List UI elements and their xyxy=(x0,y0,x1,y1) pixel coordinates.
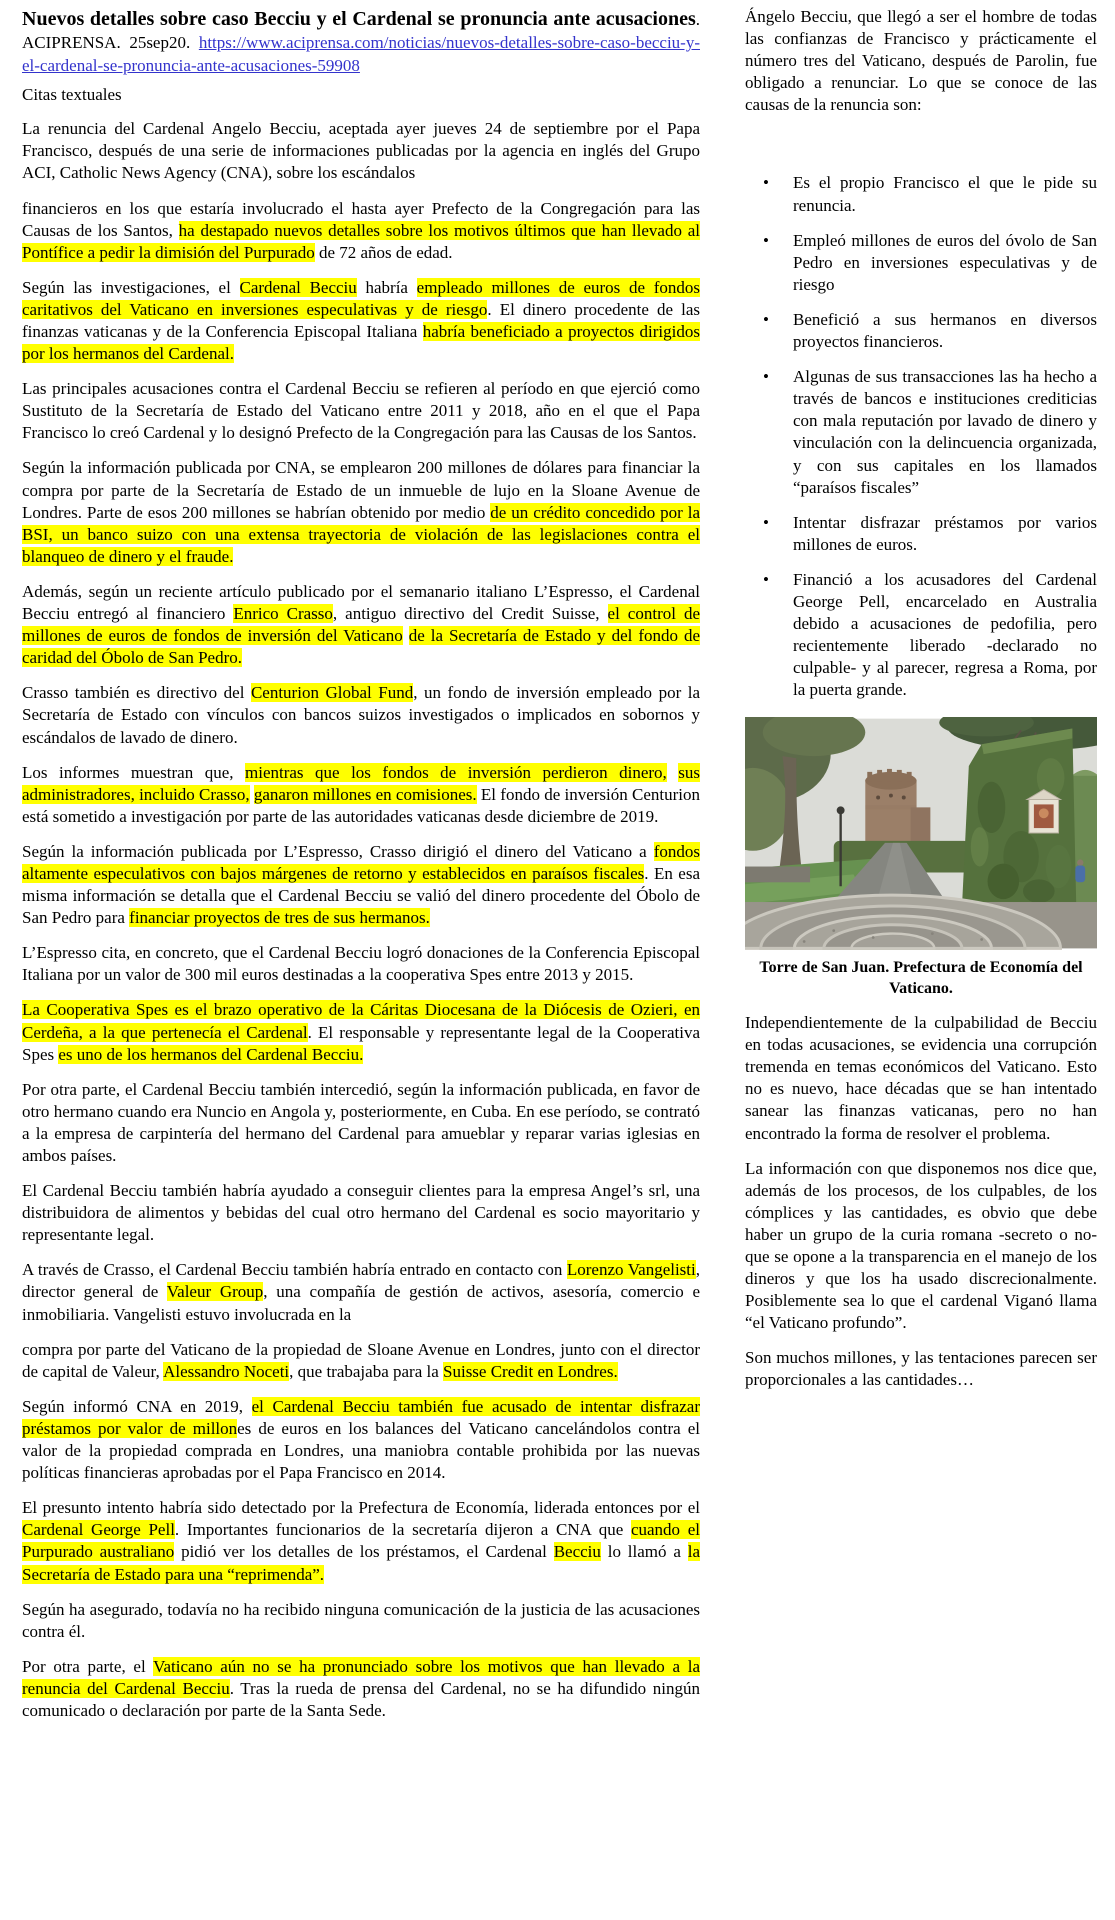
paragraph xyxy=(22,1259,700,1325)
paragraph xyxy=(22,457,700,567)
text-run: L’Espresso cita, en concreto, que el Cardenal Becciu logró donaciones de la Conferencia Episcopal Italiana por un valor de 300 mil euros destinadas a la cooperativa Spes entre 2013 y 2015. xyxy=(22,943,700,985)
highlighted-text: es uno de los hermanos del Cardenal Becciu. xyxy=(58,1044,364,1064)
paragraph xyxy=(22,1339,700,1383)
highlighted-text: de la Secretaría de Estado y del fondo de caridad del Óbolo de San Pedro. xyxy=(22,626,700,668)
text-run: . El dinero procedente de las finanzas vaticanas y de la Conferencia Episcopal Italiana xyxy=(22,299,700,342)
highlighted-text: mientras que los fondos de inversión perdieron dinero, xyxy=(245,762,667,782)
article-link[interactable]: https://www.aciprensa.com/noticias/nuevos-detalles-sobre-caso-becciu-y-el-cardenal-se-pronuncia-ante-acusaciones-59908 xyxy=(22,33,700,75)
text-run: La renuncia del Cardenal Angelo Becciu, aceptada ayer jueves 24 de septiembre por el Papa Francisco, después de una serie de informaciones publicadas por la agencia en inglés del Grupo ACI, Catholic News Agency (CNA), sobre los escándalos xyxy=(22,119,700,183)
text-run: . En esa misma información se detalla que el Cardenal Becciu se valió del dinero procedente del Óbolo de San Pedro para xyxy=(22,863,700,928)
text-run: Según las investigaciones, el xyxy=(22,277,240,297)
photo-figure xyxy=(745,717,1097,1000)
text-run: Según ha asegurado, todavía no ha recibido ninguna comunicación de la justicia de las acusaciones contra él. xyxy=(22,1599,700,1641)
paragraph xyxy=(22,118,700,184)
text-run: La información con que disponemos nos dice que, además de los procesos, de los culpables, de los cómplices y las cantidades, es obvio que debe haber un grupo de la curia romana -secreto o no- que se opone a la transparencia en el manejo de los dineros y que los ha usado discrecionalmente. Posiblemente sea lo que el cardenal Viganó llama “el Vaticano profundo”. xyxy=(745,1158,1097,1333)
highlighted-text: ha destapado nuevos detalles sobre los motivos últimos que han llevado al Pontífice a pedir la dimisión del Purpurado xyxy=(22,220,700,262)
paragraph xyxy=(22,1497,700,1585)
text-run: Según la información publicada por CNA, se emplearon 200 millones de dólares para financiar la compra por parte de la Secretaría de Estado de un inmueble de lujo en la Sloane Avenue de Londres. Parte de esos 200 millones se habrían obtenido por medio xyxy=(22,458,700,522)
paragraph xyxy=(22,581,700,669)
highlighted-text: Alessandro Noceti xyxy=(163,1361,290,1381)
paragraph xyxy=(745,1347,1097,1391)
text-run: , un fondo de inversión empleado por la Secretaría de Estado con vínculos con bancos suizos investigados o implicados en sobornos y escándalos de lavado de dinero. xyxy=(22,683,701,747)
highlighted-text: Cardenal George Pell xyxy=(22,1520,175,1540)
paragraph xyxy=(22,1079,700,1167)
paragraph xyxy=(22,999,700,1065)
text-run: Por otra parte, el Cardenal Becciu también intercedió, según la información publicada, en favor de otro hermano cuando era Nuncio en Angola y, posteriormente, en Cuba. En ese período, se contrató a la empresa de carpintería del hermano del Cardenal para amueblar y reparar varias iglesias en ambos países. xyxy=(22,1079,700,1166)
paragraph xyxy=(22,1599,700,1643)
highlighted-text: Cardenal Becciu xyxy=(239,277,357,297)
paragraph xyxy=(22,1656,700,1722)
bullet-item: • Intentar disfrazar préstamos por varios millones de euros. xyxy=(745,512,1097,556)
text-run: El Cardenal Becciu también habría ayudado a conseguir clientes para la empresa Angel’s srl, una distribuidora de alimentos y bebidas del cual otro hermano del Cardenal es socio mayoritario y representante legal. xyxy=(22,1181,700,1245)
text-run: . Tras la rueda de prensa del Cardenal, no se ha difundido ningún comunicado o declaración por parte de la Santa Sede. xyxy=(22,1678,700,1720)
text-run: Además, según un reciente artículo publicado por el semanario italiano L’Espresso, el Cardenal Becciu entregó al financiero xyxy=(22,581,700,624)
photo-caption: Torre de San Juan. Prefectura de Economía del Vaticano. xyxy=(759,959,1083,998)
text-run: , antiguo directivo del Credit Suisse, xyxy=(332,604,608,624)
article-title: Nuevos detalles sobre caso Becciu y el Cardenal se pronuncia ante acusaciones xyxy=(22,8,696,30)
paragraph xyxy=(22,942,700,986)
highlighted-text: ganaron millones en comisiones. xyxy=(253,784,477,804)
text-run: Independientemente de la culpabilidad de Becciu en todas acusaciones, se evidencia una corrupción tremenda en temas económicos del Vaticano. Esto no es nuevo, hace décadas que se han intentado sanear las finanzas vaticanas, pero no han encontrado la forma de resolver el problema. xyxy=(745,1013,1097,1143)
shrine-icon xyxy=(1027,790,1061,833)
right-column xyxy=(745,6,1097,1735)
text-run: , director general de xyxy=(22,1260,700,1302)
paragraph xyxy=(22,762,700,828)
highlighted-text: de un crédito concedido por la BSI, un banco suizo con una extensa trayectoria de violación de las legislaciones contra el blanqueo de dinero y el fraude. xyxy=(22,502,700,566)
text-run: , que trabajaba para la xyxy=(289,1361,444,1381)
bullet-item: • Benefició a sus hermanos en diversos proyectos financieros. xyxy=(745,309,1097,353)
bullet-item: • Empleó millones de euros del óvolo de San Pedro en inversiones especulativas y de riesgo xyxy=(745,230,1097,296)
text-run: de 72 años de edad. xyxy=(314,242,453,262)
highlighted-text: habría beneficiado a proyectos dirigidos por los hermanos del Cardenal. xyxy=(22,322,700,364)
article-source: . ACIPRENSA. 25sep20. xyxy=(22,10,700,53)
article-heading xyxy=(22,6,700,77)
summary-bullet-list xyxy=(745,172,1097,701)
highlighted-text: sus administradores, incluido Crasso, xyxy=(22,762,701,804)
text-run: Según informó CNA en 2019, xyxy=(22,1396,252,1416)
commentary-body xyxy=(745,1012,1097,1392)
text-run: Los informes muestran que, xyxy=(22,762,246,782)
text-run: Son muchos millones, y las tentaciones parecen ser proporcionales a las cantidades… xyxy=(745,1348,1097,1390)
paragraph xyxy=(745,1158,1097,1335)
text-run: . Importantes funcionarios de la secretaría dijeron a CNA que xyxy=(174,1520,631,1540)
left-column xyxy=(22,6,700,1735)
text-run: Según la información publicada por L’Espresso, Crasso dirigió el dinero del Vaticano a xyxy=(22,841,654,861)
text-run: . El responsable y representante legal de la Cooperativa Spes xyxy=(22,1022,700,1064)
highlighted-text: empleado millones de euros de fondos caritativos del Vaticano en inversiones especulativas y de riesgo xyxy=(22,277,701,319)
highlighted-text: financiar proyectos de tres de sus hermanos. xyxy=(129,908,430,928)
text-run: Crasso también es directivo del xyxy=(22,683,251,703)
paragraph xyxy=(22,277,700,365)
highlighted-text: Enrico Crasso xyxy=(233,604,333,624)
highlighted-text: fondos altamente especulativos con bajos márgenes de retorno y establecidos en paraísos fiscales xyxy=(22,841,700,883)
highlighted-text: Vaticano aún no se ha pronunciado sobre los motivos que han llevado a la renuncia del Cardenal Becciu xyxy=(22,1656,701,1698)
highlighted-text: Suisse Credit en Londres. xyxy=(443,1361,618,1381)
bullet-item: • Es el propio Francisco el que le pide su renuncia. xyxy=(745,172,1097,216)
highlighted-text: Centurion Global Fund xyxy=(250,683,414,703)
bullet-item: • Financió a los acusadores del Cardenal George Pell, encarcelado en Australia debido a acusaciones de pedofilia, pero recientemente liberado -declarado no culpable- y al parecer, regresa a Roma, por la puerta grande. xyxy=(745,569,1097,702)
text-run: compra por parte del Vaticano de la propiedad de Sloane Avenue en Londres, junto con el director de capital de Valeur, xyxy=(22,1339,700,1381)
highlighted-text: el control de millones de euros de fondos de inversión del Vaticano xyxy=(22,604,700,646)
paragraph xyxy=(745,1012,1097,1145)
summary-intro: Ángelo Becciu, que llegó a ser el hombre de todas las confianzas de Francisco y prácticamente el número tres del Vaticano, después de Parolin, fue obligado a renunciar. Lo que se conoce de las causas de la renuncia son: xyxy=(745,7,1097,115)
bullet-item: • Algunas de sus transacciones las ha hecho a través de bancos e instituciones crediticias con mala reputación por lavado de dinero y vinculación con la delincuencia organizada, y con sus capitales en los llamados “paraísos fiscales” xyxy=(745,366,1097,499)
highlighted-text: Valeur Group xyxy=(166,1282,264,1302)
paragraph xyxy=(22,198,700,264)
paragraph xyxy=(22,1180,700,1246)
highlighted-text: la Secretaría de Estado para una “reprimenda”. xyxy=(22,1542,701,1584)
highlighted-text: Becciu xyxy=(553,1542,601,1562)
text-run: pidió ver los detalles de los préstamos, el Cardenal xyxy=(174,1542,554,1562)
highlighted-text: cuando el Purpurado australiano xyxy=(22,1520,701,1562)
paragraph xyxy=(22,378,700,444)
article-body xyxy=(22,118,700,1722)
article-photo xyxy=(745,717,1097,950)
highlighted-text: el Cardenal Becciu también fue acusado de intentar disfrazar préstamos por valor de millon xyxy=(22,1396,700,1438)
ivy-wall xyxy=(962,729,1076,908)
text-run xyxy=(403,626,409,645)
text-run: A través de Crasso, el Cardenal Becciu también habría entrado en contacto con xyxy=(22,1260,567,1280)
paragraph xyxy=(22,682,700,748)
text-run: , una compañía de gestión de activos, asesoría, comercio e inmobiliaria. Vangelisti estuvo involucrada en la xyxy=(22,1282,700,1324)
text-run: lo llamó a xyxy=(600,1542,688,1562)
text-run xyxy=(667,763,679,782)
text-run: Por otra parte, el xyxy=(22,1656,154,1676)
highlighted-text: Lorenzo Vangelisti xyxy=(566,1260,696,1280)
paragraph xyxy=(22,1396,700,1484)
subheading-citas: Citas textuales xyxy=(22,85,122,105)
text-run: es de euros en los balances del Vaticano cancelándolos contra el valor de la propiedad comprada en Londres, una maniobra contable prohibida por las nuevas políticas financieras aprobadas por el Papa Francisco en 2014. xyxy=(22,1418,700,1483)
text-run: habría xyxy=(356,277,417,297)
text-run: El presunto intento habría sido detectado por la Prefectura de Economía, liderada entonces por el xyxy=(22,1498,700,1518)
text-run: El fondo de inversión Centurion está sometido a investigación por parte de las autoridades vaticanas desde diciembre de 2019. xyxy=(22,784,700,826)
paragraph xyxy=(22,841,700,929)
text-run: Las principales acusaciones contra el Cardenal Becciu se refieren al período en que ejerció como Sustituto de la Secretaría de Estado del Vaticano entre 2011 y 2018, año en el que el Papa Francisco lo creó Cardenal y lo designó Prefecto de la Congregación para las Causas de los Santos. xyxy=(22,379,700,443)
highlighted-text: La Cooperativa Spes es el brazo operativo de la Cáritas Diocesana de la Diócesis de Ozieri, en Cerdeña, a la que pertenecía el Cardenal xyxy=(22,1000,700,1042)
text-run: financieros en los que estaría involucrado el hasta ayer Prefecto de la Congregación para las Causas de los Santos, xyxy=(22,198,700,240)
